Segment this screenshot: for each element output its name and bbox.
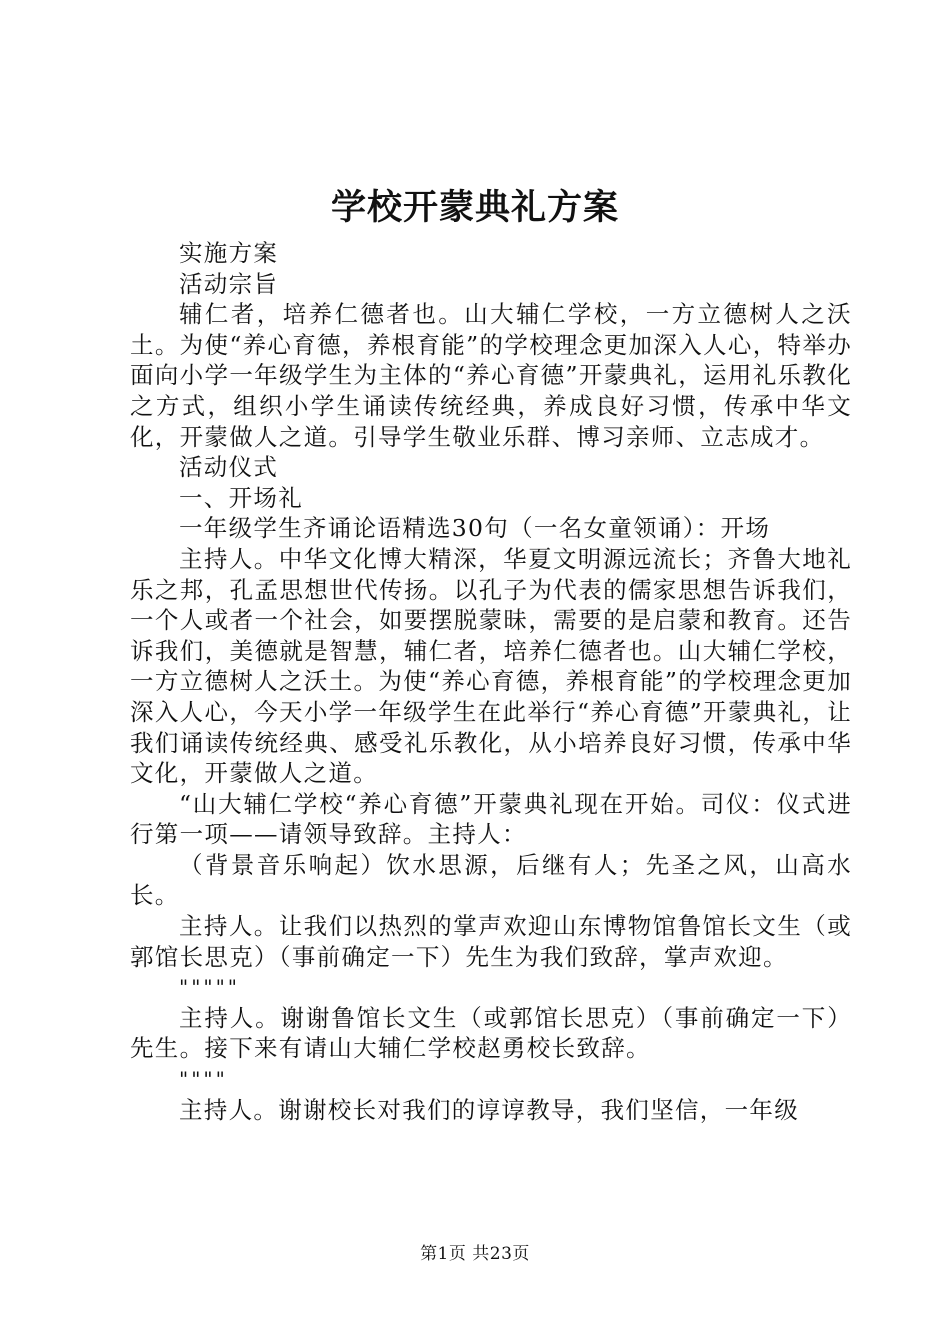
paragraph-quote-marks-2: """" — [179, 1067, 228, 1092]
paragraph-implementation-plan: 实施方案 — [179, 239, 279, 267]
page-footer: 第1页 共23页 — [420, 1244, 530, 1264]
paragraph-background-music: （背景音乐响起）饮水思源，后继有人；先圣之风，山高水长。 — [130, 850, 852, 910]
document-title: 学校开蒙典礼方案 — [330, 187, 619, 228]
paragraph-host-closing: 主持人。谢谢校长对我们的谆谆教导，我们坚信，一年级 — [179, 1095, 799, 1124]
paragraph-quote-marks-1: """"" — [179, 975, 240, 1000]
paragraph-ceremony-start: “山大辅仁学校“养心育德”开蒙典礼现在开始。司仪：仪式进行第一项——请领导致辞。主持人： — [130, 789, 852, 849]
paragraph-opening-ceremony-heading: 一、开场礼 — [179, 483, 303, 512]
paragraph-host-thanks: 主持人。谢谢鲁馆长文生（或郭馆长思克）（事前确定一下）先生。接下来有请山大辅仁学校赵勇校长致辞。 — [130, 1003, 852, 1063]
paragraph-host-welcome: 主持人。让我们以热烈的掌声欢迎山东博物馆鲁馆长文生（或郭馆长思克）（事前确定一下）先生为我们致辞，掌声欢迎。 — [130, 912, 852, 971]
paragraph-activity-purpose: 辅仁者，培养仁德者也。山大辅仁学校，一方立德树人之沃土。为使“养心育德，养根育能”的学校理念更加深入人心，特举办面向小学一年级学生为主体的“养心育德”开蒙典礼，运用礼乐教化之方式，组织小学生诵读传统经典，养成良好习惯，传承中华文化，开蒙做人之道。引导学生敬业乐群、博习亲师、立志成才。 — [130, 300, 852, 451]
paragraph-activity-purpose-heading: 活动宗旨 — [179, 269, 279, 298]
document-body — [130, 238, 852, 1125]
paragraph-host-opening: 主持人。中华文化博大精深，华夏文明源远流长；齐鲁大地礼乐之邦，孔孟思想世代传扬。以孔子为代表的儒家思想告诉我们，一个人或者一个社会，如要摆脱蒙昧，需要的是启蒙和教育。还告诉我们，美德就是智慧，辅仁者，培养仁德者也。山大辅仁学校，一方立德树人之沃土。为使“养心育德，养根育能”的学校理念更加深入人心，今天小学一年级学生在此举行“养心育德”开蒙典礼，让我们诵读传统经典、感受礼乐教化，从小培养良好习惯，传承中华文化，开蒙做人之道。 — [130, 544, 852, 788]
paragraph-recitation: 一年级学生齐诵论语精选30句（一名女童领诵）：开场 — [179, 514, 771, 543]
paragraph-activity-ceremony-heading: 活动仪式 — [179, 453, 279, 482]
